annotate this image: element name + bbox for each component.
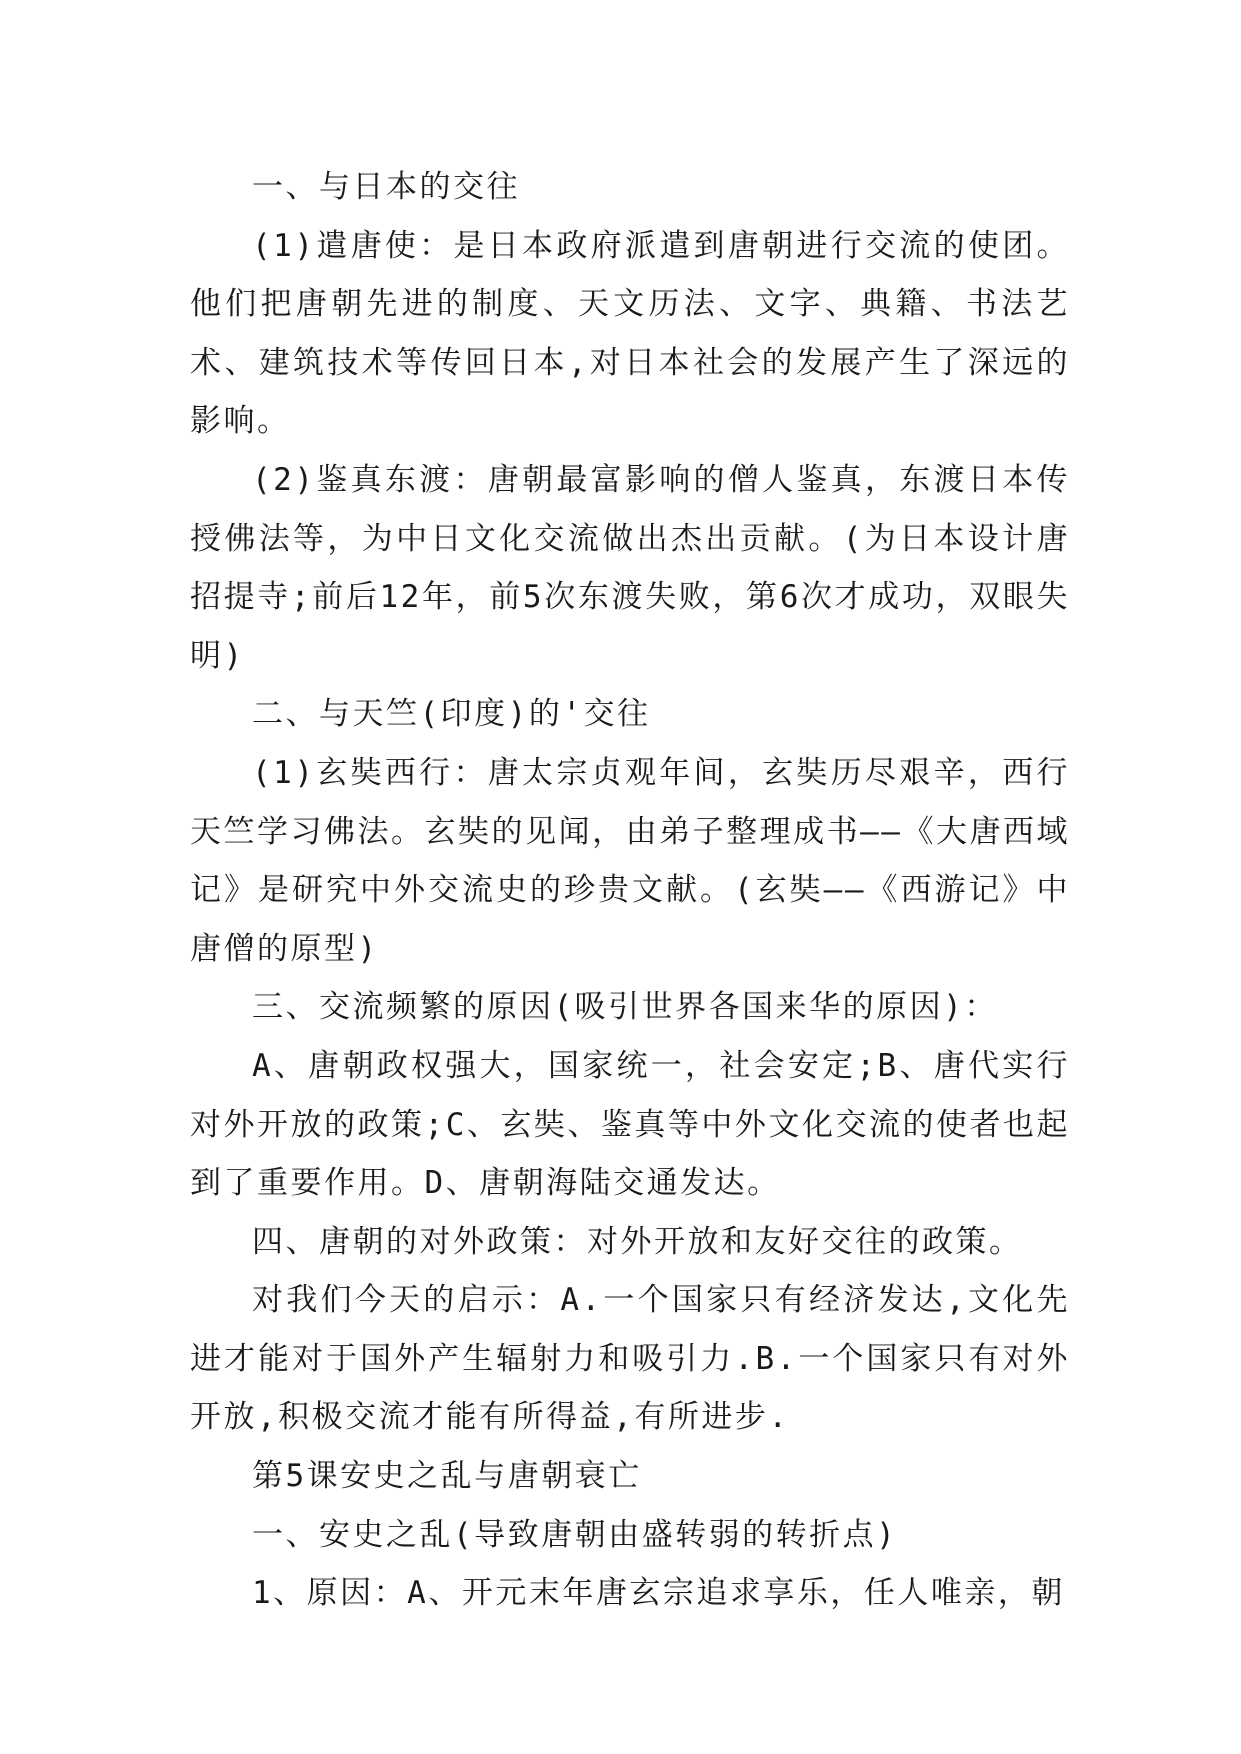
heading-japan-relations: 一、与日本的交往 [252, 169, 520, 205]
lesson-title: 第5课安史之乱与唐朝衰亡 [252, 1458, 642, 1495]
paragraph-enlightenment: 对我们今天的启示：A.一个国家只有经济发达,文化先进才能对于国外产生辐射力和吸引力.B.一个国家只有对外开放,积极交流才能有所得益,有所进步. [190, 1282, 1070, 1436]
document-body [190, 158, 1070, 1623]
heading-an-shi-rebellion: 一、安史之乱(导致唐朝由盛转弱的转折点) [252, 1516, 898, 1553]
heading-foreign-policy: 四、唐朝的对外政策：对外开放和友好交往的政策。 [252, 1223, 1023, 1260]
paragraph-xuanzang: (1)玄奘西行：唐太宗贞观年间，玄奘历尽艰辛，西行天竺学习佛法。玄奘的见闻，由弟子整理成书——《大唐西域记》是研究中外交流史的珍贵文献。(玄奘——《西游记》中唐僧的原型) [190, 754, 1070, 967]
heading-india-relations: 二、与天竺(印度)的'交往 [252, 696, 651, 733]
paragraph-causes: 1、原因：A、开元末年唐玄宗追求享乐，任人唯亲，朝 [252, 1575, 1065, 1612]
heading-exchange-reasons: 三、交流频繁的原因(吸引世界各国来华的原因)： [252, 989, 998, 1026]
paragraph-reasons-list: A、唐朝政权强大，国家统一，社会安定;B、唐代实行对外开放的政策;C、玄奘、鉴真等中外文化交流的使者也起到了重要作用。D、唐朝海陆交通发达。 [190, 1047, 1070, 1202]
paragraph-envoys-to-tang: (1)遣唐使：是日本政府派遣到唐朝进行交流的使团。他们把唐朝先进的制度、天文历法、文字、典籍、书法艺术、建筑技术等传回日本,对日本社会的发展产生了深远的影响。 [190, 227, 1070, 440]
paragraph-jianzhen: (2)鉴真东渡：唐朝最富影响的僧人鉴真，东渡日本传授佛法等，为中日文化交流做出杰出贡献。(为日本设计唐招提寺;前后12年，前5次东渡失败，第6次才成功，双眼失明) [190, 461, 1070, 674]
